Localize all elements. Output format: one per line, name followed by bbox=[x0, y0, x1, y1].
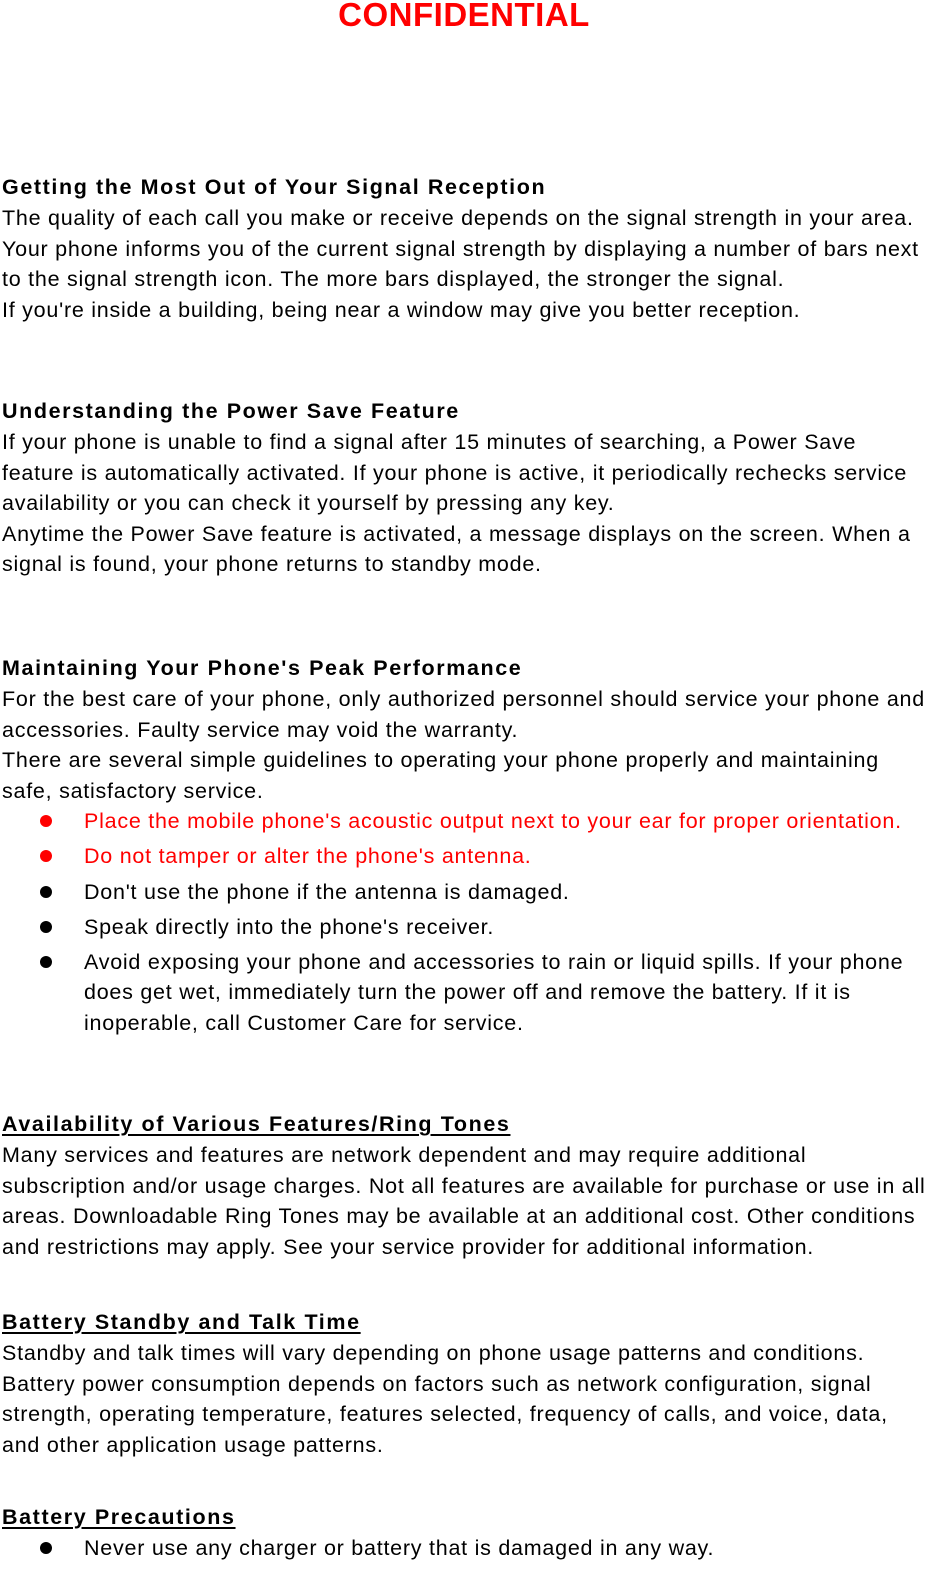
list-item-text: Avoid exposing your phone and accessories to rain or liquid spills. If your phone does get wet, immediately turn the power off and remove the battery. If it is inoperable, call Customer Care for service. bbox=[84, 949, 904, 1035]
bullet-icon bbox=[40, 956, 52, 968]
list-item bbox=[2, 841, 926, 872]
paragraph: Standby and talk times will vary depending on phone usage patterns and conditions. Battery power consumption depends on factors such as network configuration, signal strength, operating temperature, features selected, frequency of calls, and voice, data, and other application usage patterns. bbox=[2, 1341, 888, 1457]
paragraph: For the best care of your phone, only authorized personnel should service your phone and accessories. Faulty service may void the warranty. bbox=[2, 687, 925, 742]
list-item-text: Don't use the phone if the antenna is damaged. bbox=[84, 879, 570, 904]
section-heading: Maintaining Your Phone's Peak Performance bbox=[2, 656, 523, 680]
paragraph: Many services and features are network dependent and may require additional subscription and/or usage charges. Not all features are available for purchase or use in all areas. Downloadable Ring Tones may be available at an additional cost. Other conditions and restrictions may apply. See your service provider for additional information. bbox=[2, 1143, 926, 1259]
section-peak-performance bbox=[2, 652, 926, 1043]
bullet-icon bbox=[40, 886, 52, 898]
section-power-save bbox=[2, 395, 926, 580]
list-item-text: Do not tamper or alter the phone's antenna. bbox=[84, 844, 532, 869]
paragraph: The quality of each call you make or receive depends on the signal strength in your area. Your phone informs you of the current signal strength by displaying a number of bars next to the signal strength icon. The more bars displayed, the stronger the signal. bbox=[2, 206, 919, 292]
confidential-watermark: CONFIDENTIAL bbox=[338, 0, 590, 33]
bullet-list bbox=[2, 1533, 926, 1564]
section-heading: Battery Precautions bbox=[2, 1505, 236, 1529]
list-item-text: Speak directly into the phone's receiver. bbox=[84, 914, 495, 939]
paragraph: There are several simple guidelines to operating your phone properly and maintaining safe, satisfactory service. bbox=[2, 748, 879, 803]
section-battery-standby bbox=[2, 1306, 926, 1460]
section-heading: Battery Standby and Talk Time bbox=[2, 1310, 361, 1334]
list-item bbox=[2, 877, 926, 908]
list-item-text: Place the mobile phone's acoustic output next to your ear for proper orientation. bbox=[84, 809, 902, 834]
list-item bbox=[2, 947, 926, 1039]
list-item-text: Never use any charger or battery that is damaged in any way. bbox=[84, 1536, 715, 1560]
section-battery-precautions bbox=[2, 1501, 926, 1568]
section-heading: Availability of Various Features/Ring Tones bbox=[2, 1112, 511, 1136]
bullet-icon bbox=[40, 921, 52, 933]
bullet-icon bbox=[40, 1542, 52, 1554]
bullet-icon bbox=[40, 850, 52, 862]
section-heading: Getting the Most Out of Your Signal Reception bbox=[2, 175, 547, 199]
list-item bbox=[2, 912, 926, 943]
paragraph: If your phone is unable to find a signal after 15 minutes of searching, a Power Save feature is automatically activated. If your phone is active, it periodically rechecks service availability or you can check it yourself by pressing any key. bbox=[2, 430, 908, 516]
paragraph: If you're inside a building, being near a window may give you better reception. bbox=[2, 297, 801, 322]
bullet-icon bbox=[40, 815, 52, 827]
section-signal-reception bbox=[2, 171, 926, 325]
section-availability bbox=[2, 1108, 926, 1262]
bullet-list bbox=[2, 806, 926, 1038]
list-item bbox=[2, 1533, 926, 1564]
paragraph: Anytime the Power Save feature is activated, a message displays on the screen. When a signal is found, your phone returns to standby mode. bbox=[2, 521, 911, 577]
list-item bbox=[2, 806, 926, 837]
section-heading: Understanding the Power Save Feature bbox=[2, 399, 460, 423]
